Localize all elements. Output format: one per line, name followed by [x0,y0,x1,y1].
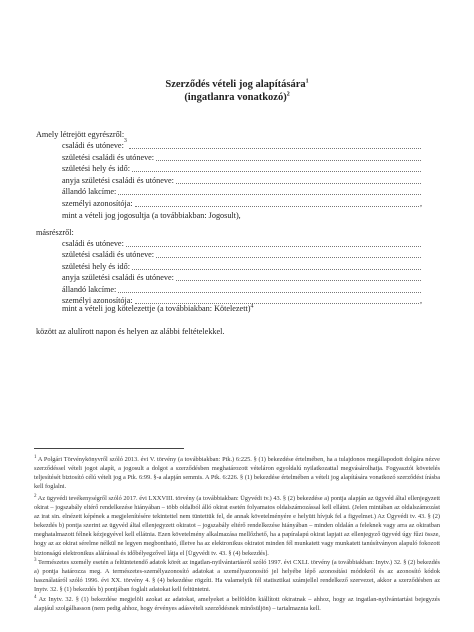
subtitle-footnote-ref: 2 [286,91,290,98]
party1-field-row [62,138,422,151]
footnote-text: Az ügyvédi tevékenységről szóló 2017. évi LXXVIII. törvény (a továbbiakban: Ügyvédi tv.) 43. § (2) bekezdése a) pontja alapján az ügyvéd által ellenjegyzett okirat – jogszabály eltérő rendelkezése hiányában – több oldalból álló okirat esetén folyamatos oldalszámozással kell ellátni. (Jelen mintában az oldalszámozást az irat sin. elnézett képének a megjelenítésére tekintettel nem tüntettük fel, de annak követelményére e helyütt hívjuk fel a figyelmet.) Az Ügyvédi tv. 43. § (2) bekezdés b) pontja szerint az ügyvéd által ellenjegyzett okiratot – jogszabály eltérő rendelkezése hiányában – minden oldalán a feleknek vagy arra az okiratban meghatalmazott félnek kézjegyével kell ellátnia. Ezen követelmény alkalmazása mellőzhető, ha a papíralapú okirat lapjait az ellenjegyző ügyvéd úgy fűzi össze, hogy az az okirat sérelme nélkül ne legyen megbontható, illetve ha az elektronikus okiratot minden fél munkatett vagy munkatett tanúsítványon alapuló fokozott biztonságú elektronikus aláírással és időbélyegzővel látja el [Ügyvédi tv. 43. § (4) bekezdés]. [34,495,440,557]
party1-field-row [62,187,422,197]
party1-field-row [62,199,422,209]
field-label: anyja születési családi és utóneve: [62,273,174,283]
party2-field-row [62,239,422,249]
party1-field-row [62,164,422,174]
party2-role [62,304,253,314]
intro-text: Amely létrejött egyrészről: [36,130,125,139]
footnote-4 [34,595,440,613]
fill-in-blank[interactable] [118,285,421,293]
footnote-3 [34,558,440,594]
field-label: anyja születési családi és utóneve: [62,175,174,185]
party2-role-text: mint a vételi jog kötelezettje (a továbbiakban: Kötelezett) [62,304,251,313]
fill-in-blank[interactable] [132,164,421,172]
footnote-separator [34,448,184,449]
field-label: személyi azonosítója: [62,296,133,305]
field-label: állandó lakcíme: [62,284,117,294]
field-label: születési hely és idő: [62,261,130,271]
field-label: személyi azonosítója: [62,199,133,208]
footnote-number: 3 [34,557,37,563]
party2-field-row [62,262,422,272]
field-label: születési családi és utóneve: [62,152,155,162]
field-label: állandó lakcíme: [62,187,117,197]
fill-in-blank[interactable] [176,176,421,184]
party2-field-row [62,285,422,295]
party1-field-row [62,153,422,163]
closing-text: között az alulírott napon és helyen az alábbi feltételekkel. [36,327,225,336]
fill-in-blank[interactable] [126,239,421,247]
party1-field-row [62,176,422,186]
footnote-text: Természetes személy esetén a feltüntetendő adatok körét az ingatlan-nyilvántartásról szóló 1997. évi CXLI. törvény (a továbbiakban: Inytv.) 32. § (2) bekezdés a) pontja határozza meg. A természetes-személyazonosító adatokat a személyazonosító jel helyébe lépő azonosítási módokról és az azonosító kódok használatáról szóló 1996. évi XX. törvény 4. § (4) bekezdése rögzíti. Ha valamelyik fél statisztikai számjellel rendelkező szervezet, akkor a szerződésben az Inytv. 32. § (1) bekezdés b) pontjában foglalt adatokat kell feltüntetni. [34,559,440,594]
field-label: családi és utóneve: [62,239,124,248]
footnote-1 [34,455,440,491]
other-side-text: másrészről: [36,228,74,237]
footnote-text: Az Inytv. 32. § (1) bekezdése megjelöli azokat az adatokat, amelyeket a belföldön kiállított okiratnak – ahhoz, hogy az ingatlan-nyilvántartási bejegyzés alapjául szolgálhasson (nem pedig ahhoz, hogy érvényes adásvételi szerződésnek minősüljön) – tartalmaznia kell. [34,596,440,613]
title-line-2: (ingatlanra vonatkozó) [184,92,287,103]
fill-in-blank[interactable] [129,141,421,149]
fill-in-blank[interactable] [176,273,421,281]
title-footnote-ref: 1 [305,78,309,85]
field-label: születési családi és utóneve: [62,250,155,260]
fill-in-blank[interactable] [135,199,419,207]
fill-in-blank[interactable] [156,153,421,161]
party2-field-row [62,273,422,283]
footnote-number: 4 [34,594,37,600]
document-title [0,78,474,91]
party1-role-text: mint a vételi jog jogosultja (a továbbiakban: Jogosult), [62,211,241,220]
fill-in-blank[interactable] [118,187,421,195]
footnote-text: A Polgári Törvénykönyvről szóló 2013. évi V. törvény (a továbbiakban: Ptk.) 6:225. § (1) bekezdése értelmében, ha a tulajdonos megállapodott dolgára nézve szerződéssel vételi jogot alapít, a jogosult a dolgot a szerződésben meghatározott vételáron egyoldalú nyilatkozattal megvásárolhatja. Fogyasztói követelés teljesítését biztosító célú vételi jog a Ptk. 6:99. §-a alapján semmis. A Ptk. 6:226. § (1) bekezdése értelmében a vételi jog alapítására vonatkozó szerződést írásba kell foglalni. [34,456,440,491]
field-footnote-ref: 3 [123,138,127,144]
fill-in-blank[interactable] [156,250,421,258]
party2-role-footnote-ref: 4 [250,303,254,310]
party2-field-row [62,250,422,260]
fill-in-blank[interactable] [132,262,421,270]
footnote-number: 2 [34,493,37,499]
field-label: családi és utóneve: [62,141,124,150]
footnote-2 [34,494,440,558]
field-end-punctuation: , [419,199,422,208]
footnote-number: 1 [34,454,37,460]
party1-role [62,211,241,221]
field-end-punctuation: , [419,296,422,305]
title-line-1: Szerződés vételi jog alapítására [165,79,306,90]
document-subtitle [0,91,474,104]
fill-in-blank[interactable] [135,296,419,304]
field-label: születési hely és idő: [62,164,130,174]
